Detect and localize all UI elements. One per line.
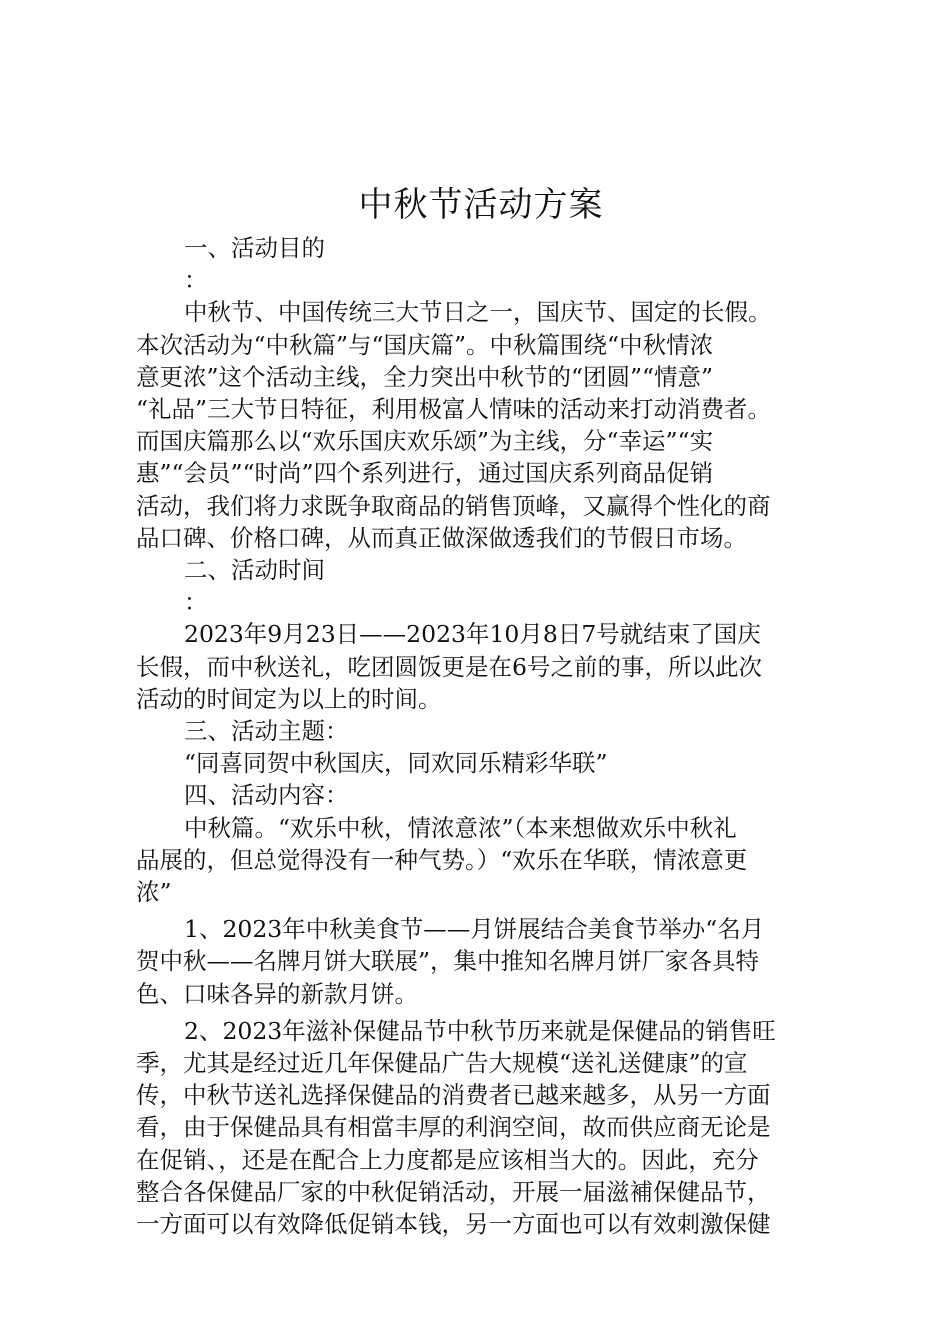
colon-line: ：: [184, 266, 208, 295]
paragraph-line: 看，由于保健品具有相當丰厚的利润空间，故而供应商无论是: [136, 1113, 771, 1142]
paragraph-line: 一方面可以有效降低促销本钱，另一方面也可以有效刺激保健: [136, 1210, 771, 1239]
paragraph-line: 长假，而中秋送礼，吃团圆饭更是在6号之前的事，所以此次: [136, 652, 762, 681]
paragraph-line: 本次活动为“中秋篇”与“国庆篇”。中秋篇围绕“中秋情浓: [136, 330, 714, 359]
document-title: 中秋节活动方案: [358, 185, 604, 225]
paragraph-line: 2023年9月23日——2023年10月8日7号就结束了国庆: [184, 620, 761, 649]
section-heading-purpose: 一、活动目的: [184, 234, 325, 262]
paragraph-line: 在促销、，还是在配合上力度都是应该相当大的。因此，充分: [136, 1145, 759, 1174]
paragraph-line: 1、2023年中秋美食节——月饼展结合美食节举办“名月: [184, 915, 765, 944]
paragraph-line: “礼品”三大节日特征，利用极富人情味的活动来打动消费者。: [136, 395, 772, 424]
paragraph-line: 贺中秋——名牌月饼大联展”，集中推知名牌月饼厂家各具特: [136, 947, 760, 976]
paragraph-line: 2、2023年滋补保健品节中秋节历来就是保健品的销售旺: [184, 1016, 776, 1045]
paragraph-line: 活动的时间定为以上的时间。: [136, 684, 442, 713]
paragraph-line: 整合各保健品厂家的中秋促销活动，开展一届滋補保健品节，: [136, 1177, 771, 1206]
theme-slogan: “同喜同贺中秋国庆，同欢同乐精彩华联”: [184, 749, 608, 778]
paragraph-line: 意更浓”这个活动主线，全力突出中秋节的“团圆”“情意”: [136, 362, 714, 391]
paragraph-line: 品展的，但总觉得没有一种气势。）“欢乐在华联，情浓意更: [136, 845, 748, 874]
paragraph-line: 色、口味各异的新款月饼。: [136, 979, 418, 1008]
paragraph-line: 品口碑、价格口碑，从而真正做深做透我们的节假日市场。: [136, 523, 747, 552]
paragraph-line: 惠”“会员”“时尚”四个系列进行，通过国庆系列商品促销: [136, 459, 714, 488]
paragraph-line: 传，中秋节送礼选择保健品的消费者已越来越多，从另一方面: [136, 1081, 771, 1110]
section-heading-theme: 三、活动主题：: [184, 717, 349, 746]
colon-line: ：: [184, 588, 208, 617]
section-heading-content: 四、活动内容：: [184, 781, 349, 810]
paragraph-line: 中秋节、中国传统三大节日之一，国庆节、国定的长假。: [184, 298, 772, 327]
paragraph-line: 而国庆篇那么以“欢乐国庆欢乐颂”为主线，分“幸运”“实: [136, 427, 714, 456]
paragraph-line: 活动，我们将力求既争取商品的销售顶峰，又赢得个性化的商: [136, 491, 771, 520]
document-page: [136, 182, 826, 1240]
section-heading-time: 二、活动时间: [184, 556, 325, 585]
paragraph-line: 浓”: [136, 878, 172, 907]
paragraph-line: 中秋篇。“欢乐中秋，情浓意浓”（本来想做欢乐中秋礼: [184, 813, 737, 842]
paragraph-line: 季，尤其是经过近几年保健品广告大规模“送礼送健康”的宣: [136, 1049, 748, 1078]
